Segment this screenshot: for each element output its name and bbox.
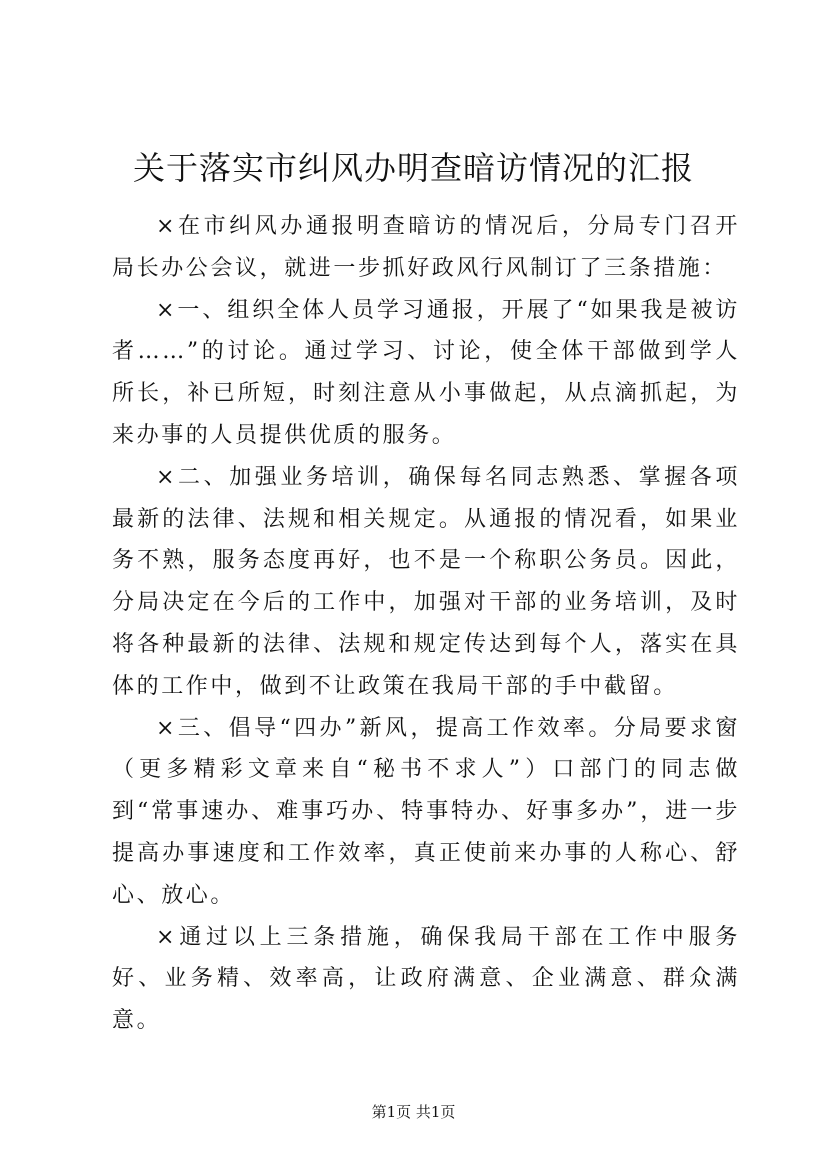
- paragraph-intro: ×在市纠风办通报明查暗访的情况后，分局专门召开局长办公会议，就进一步抓好政风行风制订了三条措施：: [112, 214, 740, 281]
- document-body: [112, 206, 740, 1042]
- paragraph-measure-3: ×三、倡导“四办”新风，提高工作效率。分局要求窗（更多精彩文章来自“秘书不求人”）口部门的同志做到“常事速办、难事巧办、特事特办、好事多办”，进一步提高办事速度和工作效率，真正使前来办事的人称心、舒心、放心。: [112, 715, 740, 908]
- paragraph-measure-2: ×二、加强业务培训，确保每名同志熟悉、掌握各项最新的法律、法规和相关规定。从通报的情况看，如果业务不熟，服务态度再好，也不是一个称职公务员。因此，分局决定在今后的工作中，加强对干部的业务培训，及时将各种最新的法律、法规和规定传达到每个人，落实在具体的工作中，做到不让政策在我局干部的手中截留。: [112, 464, 740, 699]
- paragraph-measure-1: ×一、组织全体人员学习通报，开展了“如果我是被访者……”的讨论。通过学习、讨论，使全体干部做到学人所长，补已所短，时刻注意从小事做起，从点滴抓起，为来办事的人员提供优质的服务。: [112, 297, 740, 448]
- document-title: 关于落实市纠风办明查暗访情况的汇报: [132, 149, 694, 187]
- paragraph-conclusion: ×通过以上三条措施，确保我局干部在工作中服务好、业务精、效率高，让政府满意、企业满意、群众满意。: [112, 924, 740, 1034]
- page-footer: 第1页 共1页: [371, 1103, 456, 1121]
